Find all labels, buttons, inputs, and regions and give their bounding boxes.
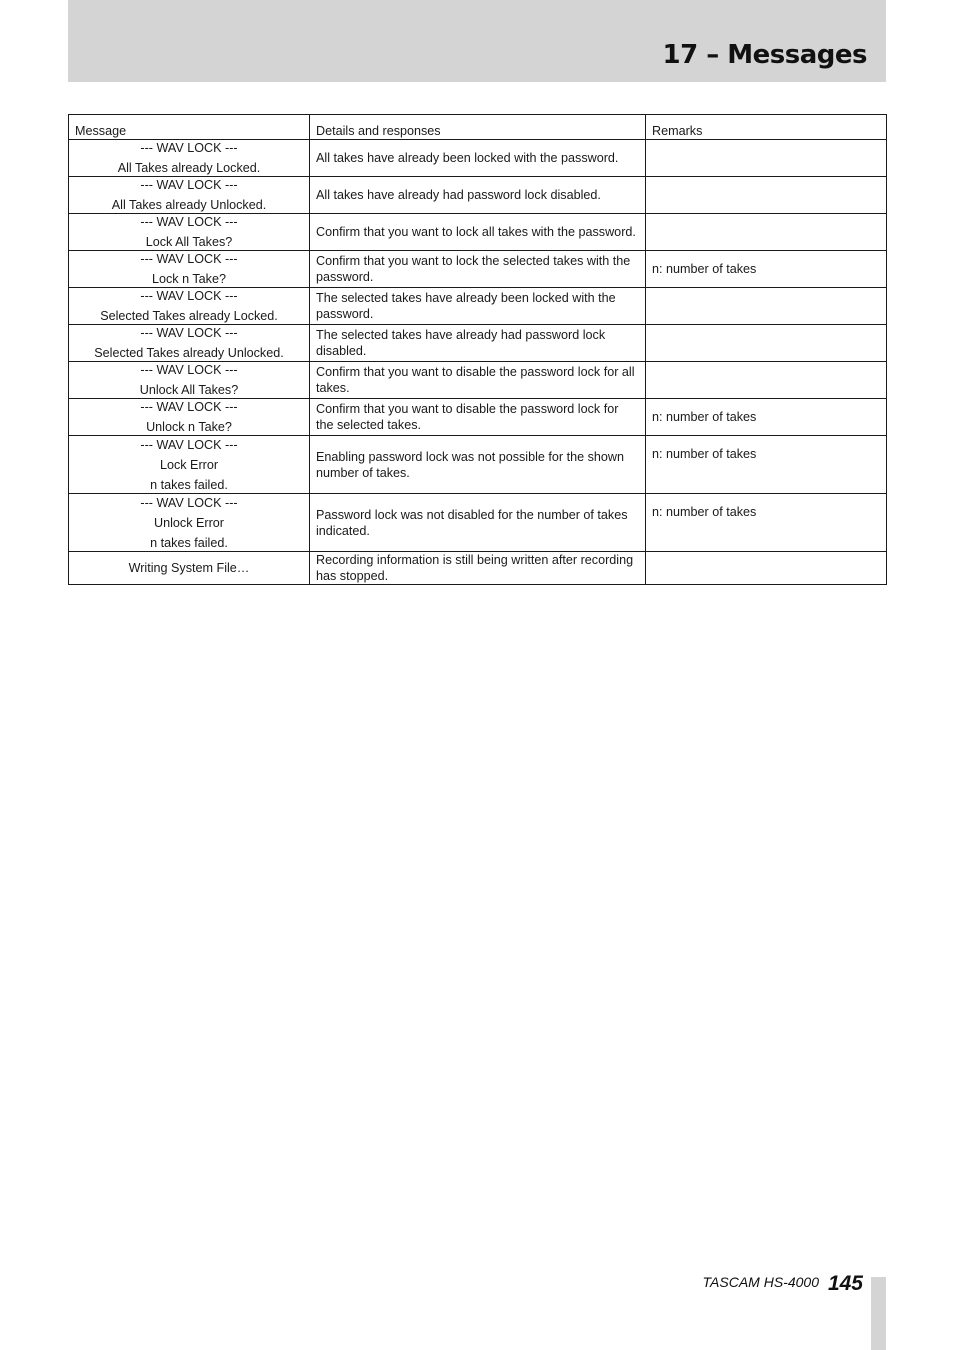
message-line: Writing System File… bbox=[128, 561, 250, 575]
details-cell: Confirm that you want to disable the password lock for all takes. bbox=[310, 362, 646, 399]
messages-table bbox=[68, 114, 887, 585]
message-line: Selected Takes already Unlocked. bbox=[94, 346, 284, 360]
remarks-cell bbox=[646, 177, 887, 214]
message-cell bbox=[69, 214, 310, 251]
footer-tab-marker bbox=[871, 1277, 886, 1350]
message-cell bbox=[69, 140, 310, 177]
remarks-cell: n: number of takes bbox=[646, 494, 887, 552]
message-cell bbox=[69, 399, 310, 436]
remarks-cell bbox=[646, 140, 887, 177]
table-row bbox=[69, 399, 887, 436]
message-cell bbox=[69, 552, 310, 585]
message-line: Lock n Take? bbox=[152, 272, 226, 286]
details-cell: Confirm that you want to disable the password lock for the selected takes. bbox=[310, 399, 646, 436]
page-number: 145 bbox=[827, 1272, 863, 1295]
chapter-title: 17 – Messages bbox=[662, 40, 867, 70]
table-header-row bbox=[69, 115, 887, 140]
details-cell: All takes have already been locked with the password. bbox=[310, 140, 646, 177]
message-cell bbox=[69, 494, 310, 552]
table-row bbox=[69, 494, 887, 552]
remarks-cell bbox=[646, 362, 887, 399]
remarks-cell bbox=[646, 214, 887, 251]
table-row bbox=[69, 251, 887, 288]
message-cell bbox=[69, 251, 310, 288]
column-header-details: Details and responses bbox=[310, 115, 646, 140]
table-row bbox=[69, 436, 887, 494]
message-line: Unlock Error bbox=[154, 515, 224, 530]
details-cell: The selected takes have already had password lock disabled. bbox=[310, 325, 646, 362]
details-cell: Enabling password lock was not possible for the shown number of takes. bbox=[310, 436, 646, 494]
message-cell bbox=[69, 436, 310, 494]
remarks-cell: n: number of takes bbox=[646, 251, 887, 288]
message-cell bbox=[69, 325, 310, 362]
message-line: --- WAV LOCK --- bbox=[140, 326, 238, 340]
table-row bbox=[69, 140, 887, 177]
table-row bbox=[69, 288, 887, 325]
message-line: --- WAV LOCK --- bbox=[140, 289, 238, 303]
remarks-cell bbox=[646, 288, 887, 325]
message-cell bbox=[69, 177, 310, 214]
table-row bbox=[69, 552, 887, 585]
table-row bbox=[69, 325, 887, 362]
footer-model-name: TASCAM HS-4000 bbox=[702, 1274, 819, 1290]
details-cell: Recording information is still being written after recording has stopped. bbox=[310, 552, 646, 585]
message-line: n takes failed. bbox=[150, 535, 228, 550]
table-row bbox=[69, 177, 887, 214]
message-line: --- WAV LOCK --- bbox=[140, 252, 238, 266]
message-line: Lock Error bbox=[159, 457, 219, 472]
remarks-cell bbox=[646, 325, 887, 362]
details-cell: All takes have already had password lock disabled. bbox=[310, 177, 646, 214]
message-line: Unlock n Take? bbox=[146, 420, 232, 434]
remarks-cell: n: number of takes bbox=[646, 399, 887, 436]
message-line: n takes failed. bbox=[150, 477, 228, 492]
message-line: --- WAV LOCK --- bbox=[140, 215, 238, 229]
message-line: --- WAV LOCK --- bbox=[140, 400, 238, 414]
column-header-message: Message bbox=[69, 115, 310, 140]
message-line: --- WAV LOCK --- bbox=[140, 437, 238, 452]
message-line: Selected Takes already Locked. bbox=[100, 309, 278, 323]
message-line: Lock All Takes? bbox=[145, 235, 233, 249]
header-band bbox=[68, 0, 886, 82]
message-line: --- WAV LOCK --- bbox=[140, 178, 238, 192]
details-cell: Password lock was not disabled for the number of takes indicated. bbox=[310, 494, 646, 552]
message-line: --- WAV LOCK --- bbox=[140, 141, 238, 155]
remarks-cell: n: number of takes bbox=[646, 436, 887, 494]
details-cell: Confirm that you want to lock all takes with the password. bbox=[310, 214, 646, 251]
message-line: All Takes already Locked. bbox=[117, 161, 261, 175]
message-line: --- WAV LOCK --- bbox=[140, 363, 238, 377]
message-cell bbox=[69, 362, 310, 399]
column-header-remarks: Remarks bbox=[646, 115, 887, 140]
table-row bbox=[69, 214, 887, 251]
details-cell: Confirm that you want to lock the selected takes with the password. bbox=[310, 251, 646, 288]
details-cell: The selected takes have already been locked with the password. bbox=[310, 288, 646, 325]
message-line: All Takes already Unlocked. bbox=[111, 198, 267, 212]
message-line: --- WAV LOCK --- bbox=[140, 495, 238, 510]
table-row bbox=[69, 362, 887, 399]
message-line: Unlock All Takes? bbox=[139, 383, 239, 397]
remarks-cell bbox=[646, 552, 887, 585]
message-cell bbox=[69, 288, 310, 325]
